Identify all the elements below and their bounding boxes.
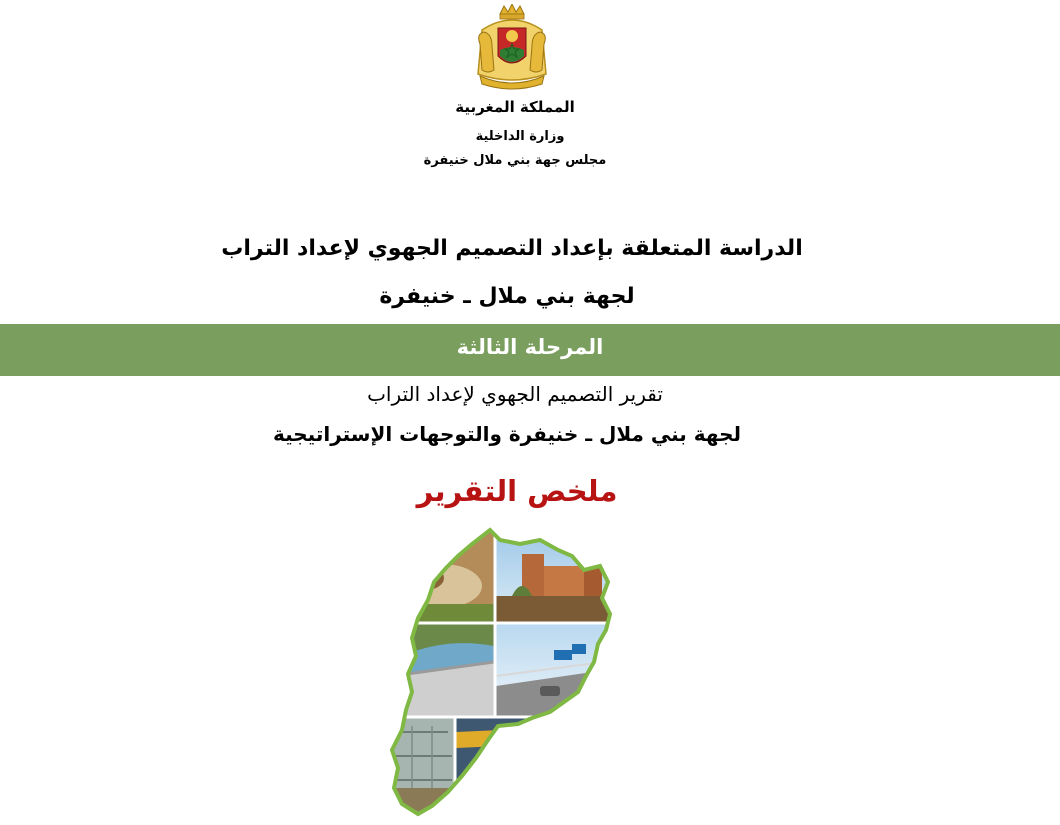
royal-emblem-icon [472, 4, 552, 90]
phase-label: المرحلة الثالثة [456, 335, 604, 359]
study-title-line-1: الدراسة المتعلقة بإعداد التصميم الجهوي لإعداد التراب [221, 236, 803, 261]
regional-council-name: مجلس جهة بني ملال خنيفرة [423, 153, 607, 168]
study-title-line-2: لجهة بني ملال ـ خنيفرة [379, 284, 635, 309]
report-title-line-2: لجهة بني ملال ـ خنيفرة والتوجهات الإستراتيجية [272, 422, 742, 446]
kingdom-name: المملكة المغربية [455, 98, 575, 116]
report-title-line-1: تقرير التصميم الجهوي لإعداد التراب [367, 382, 663, 406]
region-map-collage [372, 526, 634, 818]
ministry-name: وزارة الداخلية [475, 129, 565, 144]
report-summary-title: ملخص التقرير [416, 474, 618, 508]
